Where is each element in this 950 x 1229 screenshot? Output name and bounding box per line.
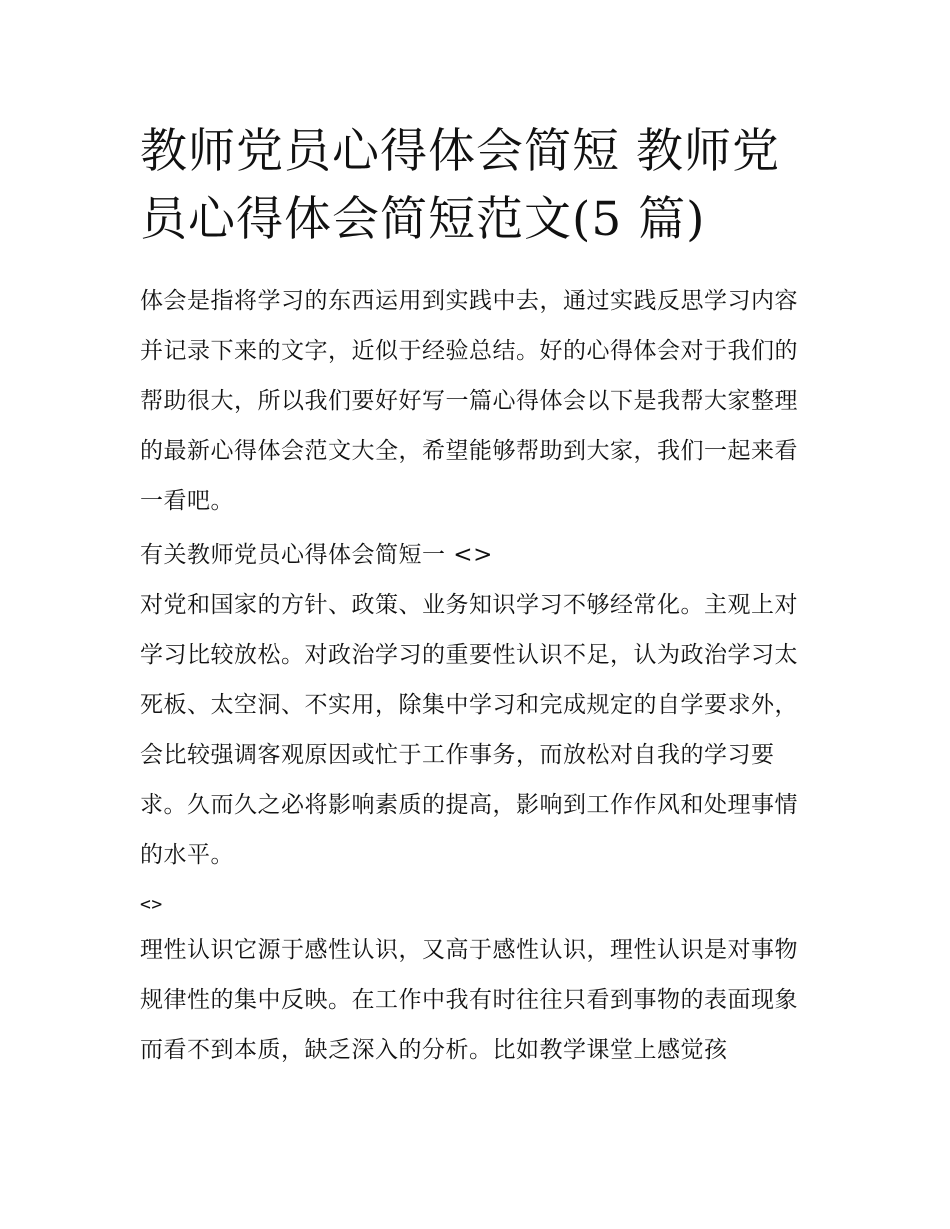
paragraph-1: 对党和国家的方针、政策、业务知识学习不够经常化。主观上对学习比较放松。对政治学习的重要性认识不足，认为政治学习太死板、太空洞、不实用，除集中学习和完成规定的自学要求外，会比较强调客观原因或忙于工作事务，而放松对自我的学习要求。久而久之必将影响素质的提高，影响到工作作风和处理事情的水平。 bbox=[140, 592, 798, 868]
paragraph-2: 理性认识它源于感性认识，又高于感性认识，理性认识是对事物规律性的集中反映。在工作中我有时往往只看到事物的表面现象而看不到本质，缺乏深入的分析。比如教学课堂上感觉孩 bbox=[140, 937, 798, 1063]
intro-paragraph: 体会是指将学习的东西运用到实践中去，通过实践反思学习内容并记录下来的文字，近似于经验总结。好的心得体会对于我们的帮助很大，所以我们要好好写一篇心得体会以下是我帮大家整理的最新心得体会范文大全，希望能够帮助到大家，我们一起来看一看吧。 bbox=[140, 288, 798, 514]
marker-text: <> bbox=[140, 894, 163, 915]
document-title: 教师党员心得体会简短 教师党员心得体会简短范文(5 篇) bbox=[140, 124, 780, 247]
section-heading: 有关教师党员心得体会简短一 <> bbox=[140, 542, 493, 568]
